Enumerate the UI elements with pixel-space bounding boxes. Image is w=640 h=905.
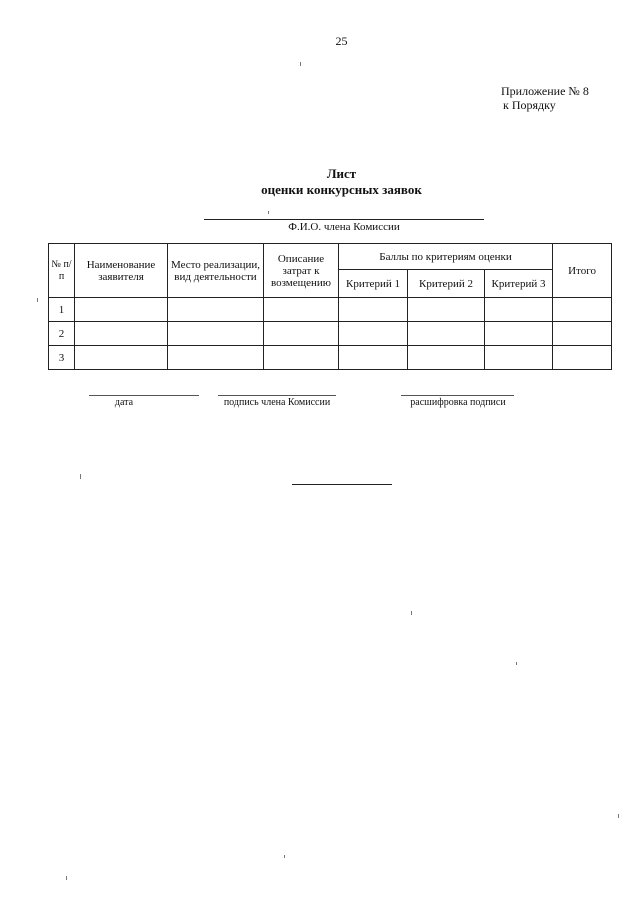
header-total: Итого xyxy=(553,244,612,298)
header-applicant-name: Наименование заявителя xyxy=(75,244,168,298)
scan-speck xyxy=(80,474,81,479)
page-number: 25 xyxy=(335,34,348,48)
header-criterion-3: Критерий 3 xyxy=(485,270,553,298)
header-criterion-1: Критерий 1 xyxy=(339,270,408,298)
header-number: № п/п xyxy=(49,244,75,298)
row-number: 3 xyxy=(49,346,75,370)
row-number: 2 xyxy=(49,322,75,346)
table-cell[interactable] xyxy=(339,346,408,370)
header-criterion-2: Критерий 2 xyxy=(408,270,485,298)
table-cell[interactable] xyxy=(408,322,485,346)
scan-speck xyxy=(300,62,301,66)
table-cell[interactable] xyxy=(339,322,408,346)
fio-fill-line xyxy=(204,219,484,220)
table-row xyxy=(49,298,612,322)
appendix-reference xyxy=(501,84,589,112)
evaluation-table xyxy=(48,243,612,370)
table-cell[interactable] xyxy=(339,298,408,322)
decoding-caption: расшифровка подписи xyxy=(410,397,506,408)
table-cell[interactable] xyxy=(408,298,485,322)
date-caption: дата xyxy=(114,397,134,408)
appendix-line-2: к Порядку xyxy=(503,98,556,112)
table-row xyxy=(49,322,612,346)
table-cell[interactable] xyxy=(485,298,553,322)
table-cell[interactable] xyxy=(75,298,168,322)
table-cell[interactable] xyxy=(168,322,264,346)
header-criteria-scores: Баллы по критериям оценки xyxy=(339,244,553,270)
document-title xyxy=(0,166,640,198)
title-line-2: оценки конкурсных заявок xyxy=(261,182,422,197)
row-number: 1 xyxy=(49,298,75,322)
table-cell[interactable] xyxy=(485,322,553,346)
table-cell[interactable] xyxy=(168,346,264,370)
table-cell[interactable] xyxy=(168,298,264,322)
fio-caption: Ф.И.О. члена Комиссии xyxy=(288,221,400,233)
table-header-row xyxy=(49,244,612,270)
table-cell[interactable] xyxy=(264,298,339,322)
appendix-line-1: Приложение № 8 xyxy=(501,84,589,98)
scan-speck xyxy=(37,298,38,302)
table-cell[interactable] xyxy=(553,322,612,346)
signature-fill-line xyxy=(218,395,336,396)
title-line-1: Лист xyxy=(326,166,357,181)
table-cell[interactable] xyxy=(553,298,612,322)
scan-speck xyxy=(516,662,517,665)
scan-speck xyxy=(284,855,285,858)
table-cell[interactable] xyxy=(75,322,168,346)
table-row xyxy=(49,346,612,370)
table-cell[interactable] xyxy=(553,346,612,370)
table-cell[interactable] xyxy=(75,346,168,370)
table-cell[interactable] xyxy=(264,346,339,370)
scan-speck xyxy=(66,876,67,880)
scan-speck xyxy=(411,611,412,615)
date-fill-line xyxy=(89,395,199,396)
table-cell[interactable] xyxy=(264,322,339,346)
scan-speck xyxy=(268,211,269,214)
header-place-activity: Место реализации, вид деятельности xyxy=(168,244,264,298)
signature-caption: подпись члена Комиссии xyxy=(223,397,331,408)
table-cell[interactable] xyxy=(485,346,553,370)
scan-speck xyxy=(618,814,619,818)
header-cost-description: Описание затрат к возмещению xyxy=(264,244,339,298)
end-separator-line xyxy=(292,484,392,485)
decoding-fill-line xyxy=(401,395,514,396)
table-cell[interactable] xyxy=(408,346,485,370)
